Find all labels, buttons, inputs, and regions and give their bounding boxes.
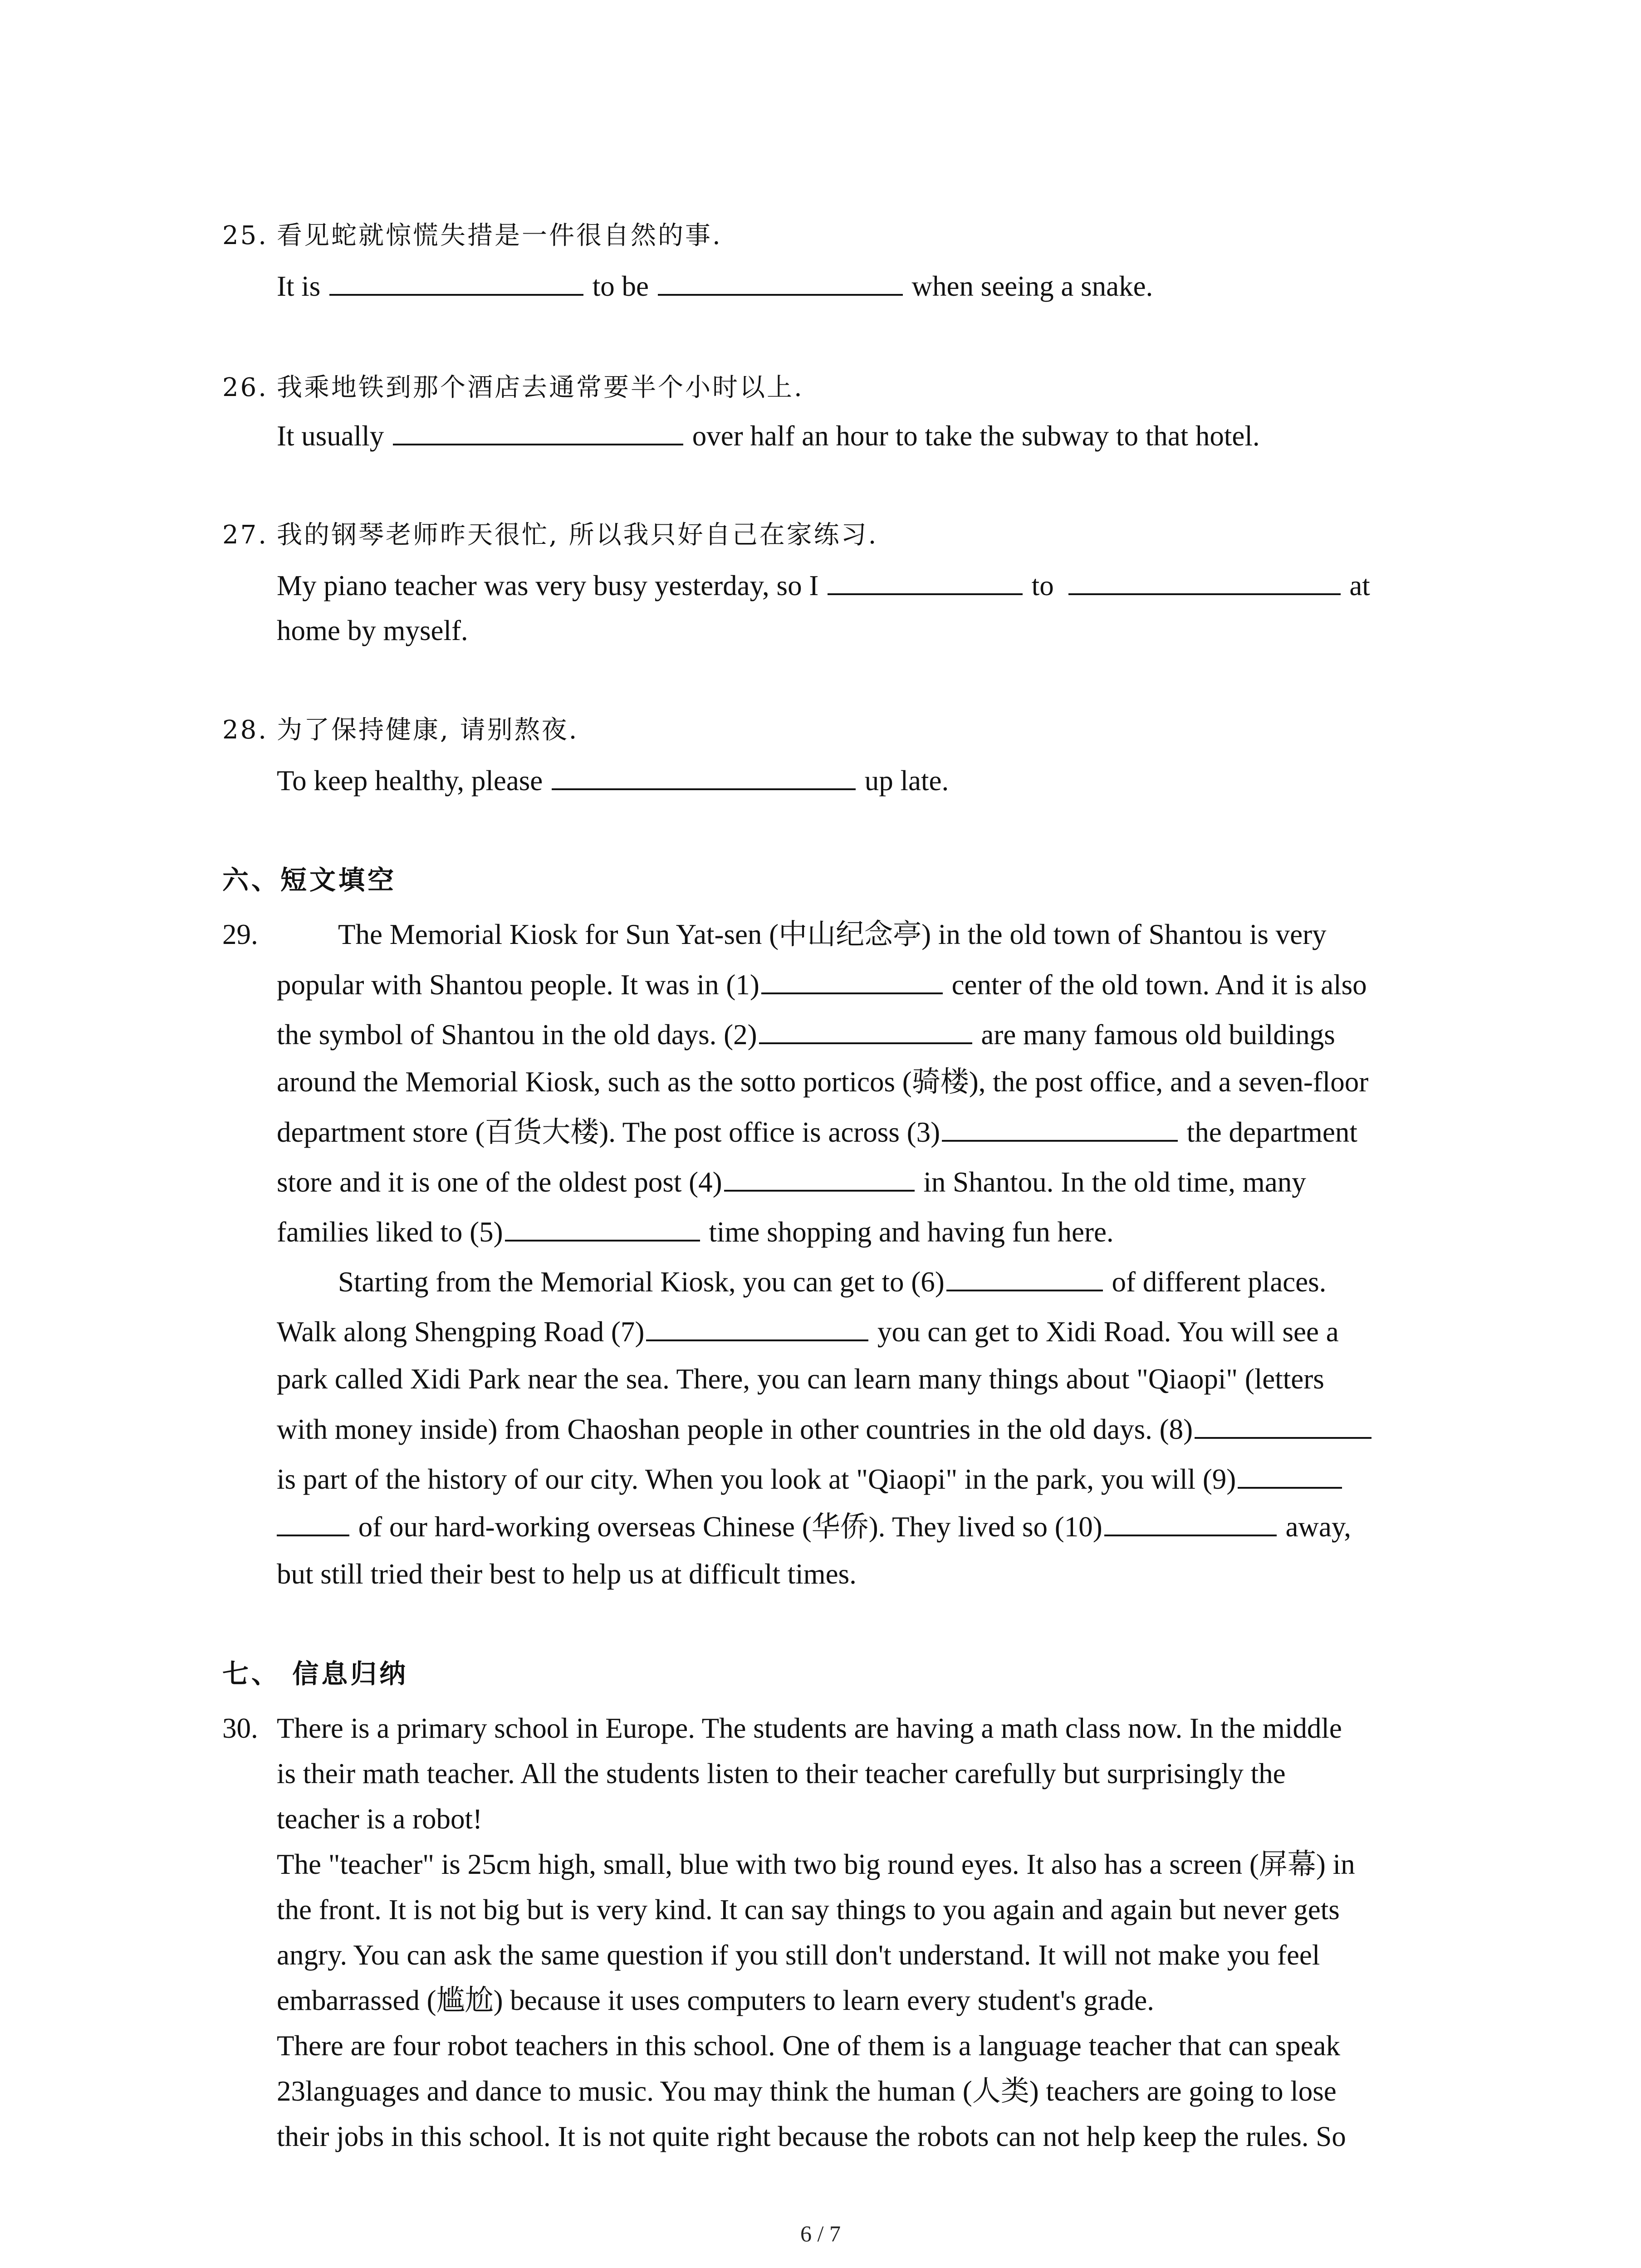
q30-line-7: embarrassed (尴尬) because it uses computers to learn every student's grade. bbox=[277, 1984, 1154, 2016]
q29-number: 29. bbox=[222, 919, 258, 950]
q29-blank-3[interactable] bbox=[942, 1114, 1178, 1142]
q26-blank-1[interactable] bbox=[393, 417, 683, 445]
page-number: 6 / 7 bbox=[800, 2221, 841, 2246]
q30-line-8: There are four robot teachers in this school. One of them is a language teacher that can speak bbox=[277, 2030, 1341, 2062]
q29-blank-10[interactable] bbox=[1104, 1508, 1277, 1536]
q29-line-10: park called Xidi Park near the sea. There, you can learn many things about "Qiaopi" (letters bbox=[277, 1363, 1324, 1395]
q29-blank-4[interactable] bbox=[724, 1163, 915, 1192]
q27-sentence-line1: My piano teacher was very busy yesterday, so I to at bbox=[277, 567, 1370, 604]
q29-blank-6[interactable] bbox=[946, 1263, 1103, 1291]
q29-line-9: Walk along Shengping Road (7) you can get to Xidi Road. You will see a bbox=[277, 1313, 1339, 1350]
q29-blank-9-continued[interactable] bbox=[277, 1508, 349, 1536]
q30-line-6: angry. You can ask the same question if you still don't understand. It will not make you feel bbox=[277, 1939, 1320, 1971]
q29-line-5: department store (百货大楼). The post office is across (3) the department bbox=[277, 1114, 1357, 1150]
q30-line-9: 23languages and dance to music. You may think the human (人类) teachers are going to lose bbox=[277, 2075, 1337, 2107]
q27-number: 27. bbox=[222, 520, 269, 550]
q27-chinese: 27. 我的钢琴老师昨天很忙, 所以我只好自己在家练习. bbox=[222, 517, 878, 553]
q29-blank-2[interactable] bbox=[759, 1016, 972, 1044]
q29-line-14: but still tried their best to help us at difficult times. bbox=[277, 1558, 857, 1590]
q27-sentence-line2: home by myself. bbox=[277, 615, 468, 646]
q29-blank-9[interactable] bbox=[1238, 1461, 1342, 1489]
q29-line-3: the symbol of Shantou in the old days. (2) are many famous old buildings bbox=[277, 1016, 1335, 1053]
q28-number: 28. bbox=[222, 715, 269, 745]
q29-line-1: 29. The Memorial Kiosk for Sun Yat-sen (中山纪念亭) in the old town of Shantou is very bbox=[222, 916, 1327, 953]
q30-line-2: is their math teacher. All the students listen to their teacher carefully but surprisingly the bbox=[277, 1758, 1286, 1789]
q30-number: 30. bbox=[222, 1712, 258, 1744]
q28-chinese: 28. 为了保持健康, 请别熬夜. bbox=[222, 712, 578, 748]
q27-blank-2[interactable] bbox=[1068, 567, 1341, 595]
q29-blank-7[interactable] bbox=[646, 1313, 868, 1341]
q25-chinese: 25. 看见蛇就惊慌失措是一件很自然的事. bbox=[222, 218, 722, 254]
q29-line-12: is part of the history of our city. When you look at "Qiaopi" in the park, you will (9) bbox=[277, 1461, 1344, 1497]
q25-blank-2[interactable] bbox=[658, 268, 903, 296]
q29-line-6: store and it is one of the oldest post (4) in Shantou. In the old time, many bbox=[277, 1163, 1306, 1200]
q29-blank-8[interactable] bbox=[1195, 1411, 1372, 1439]
q29-line-11: with money inside) from Chaoshan people in other countries in the old days. (8) bbox=[277, 1411, 1373, 1447]
q28-sentence: To keep healthy, please up late. bbox=[277, 762, 949, 799]
q29-line-13: of our hard-working overseas Chinese (华侨). They lived so (10) away, bbox=[277, 1508, 1351, 1545]
q29-blank-1[interactable] bbox=[761, 966, 943, 994]
q25-blank-1[interactable] bbox=[329, 268, 583, 296]
q29-line-4: around the Memorial Kiosk, such as the sotto porticos (骑楼), the post office, and a seven-floor bbox=[277, 1066, 1369, 1098]
q26-number: 26. bbox=[222, 373, 269, 402]
q28-blank-1[interactable] bbox=[552, 762, 856, 790]
q25-number: 25. bbox=[222, 221, 269, 250]
q29-line-2: popular with Shantou people. It was in (1) center of the old town. And it is also bbox=[277, 966, 1367, 1003]
q27-blank-1[interactable] bbox=[828, 567, 1023, 595]
section-7-heading: 七、 信息归纳 bbox=[222, 1658, 409, 1689]
q30-line-1: 30. There is a primary school in Europe. The students are having a math class now. In the middle bbox=[222, 1710, 1342, 1746]
q30-line-4: The "teacher" is 25cm high, small, blue with two big round eyes. It also has a screen (屏幕) in bbox=[277, 1848, 1355, 1880]
q29-line-8: Starting from the Memorial Kiosk, you can get to (6) of different places. bbox=[338, 1263, 1326, 1300]
q26-sentence: It usually over half an hour to take the subway to that hotel. bbox=[277, 417, 1260, 454]
q30-line-3: teacher is a robot! bbox=[277, 1803, 483, 1835]
q26-chinese: 26. 我乘地铁到那个酒店去通常要半个小时以上. bbox=[222, 370, 804, 406]
q30-line-5: the front. It is not big but is very kind. It can say things to you again and again but never gets bbox=[277, 1894, 1340, 1926]
q30-line-10: their jobs in this school. It is not quite right because the robots can not help keep the rules. So bbox=[277, 2121, 1346, 2152]
section-6-heading: 六、短文填空 bbox=[222, 865, 397, 895]
q29-line-7: families liked to (5) time shopping and having fun here. bbox=[277, 1213, 1114, 1250]
q25-sentence: It is to be when seeing a snake. bbox=[277, 268, 1153, 304]
q29-blank-5[interactable] bbox=[505, 1213, 700, 1242]
